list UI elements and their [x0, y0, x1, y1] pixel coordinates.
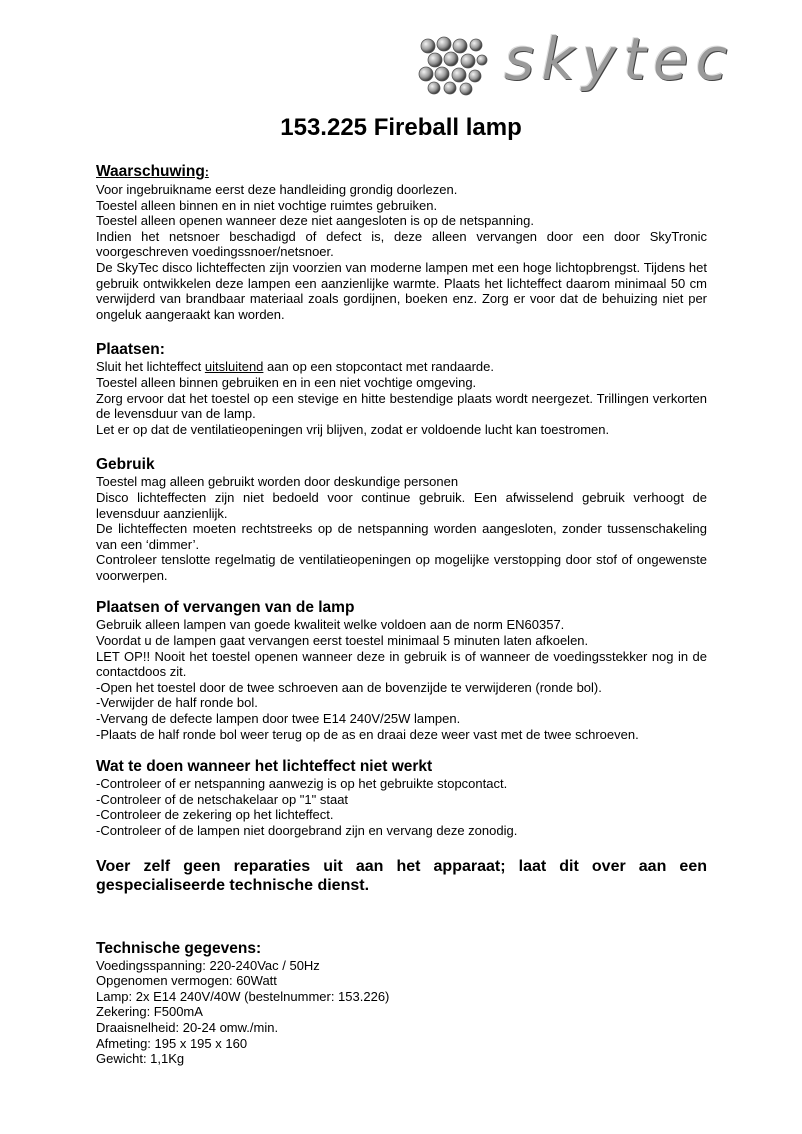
heading-colon: : — [204, 165, 209, 179]
section-heading: Wat te doen wanneer het lichteffect niet werkt — [96, 758, 433, 776]
page-title: 153.225 Fireball lamp — [280, 114, 522, 141]
logo-wordmark: skytec — [504, 25, 735, 93]
paragraph: -Controleer of er netspanning aanwezig is op het gebruikte stopcontact. — [96, 776, 508, 792]
section-heading: Technische gegevens: — [96, 939, 262, 957]
spec-line: Draaisnelheid: 20-24 omw./min. — [96, 1019, 279, 1035]
logo-dots-icon — [418, 36, 490, 96]
brand-logo — [418, 25, 762, 96]
section-niet-werkt — [96, 757, 707, 838]
repair-notice: Voer zelf geen reparaties uit aan het apparaat; laat dit over aan een gespecialiseerde technische dienst. — [96, 857, 707, 894]
paragraph: Zorg ervoor dat het toestel op een stevige en hitte bestendige plaats wordt neergezet. Trillingen verkorten de levensduur van de lamp. — [96, 390, 707, 422]
section-heading — [96, 162, 707, 182]
section-plaatsen — [96, 340, 707, 437]
spec-line: Opgenomen vermogen: 60Watt — [96, 973, 277, 989]
paragraph: Voor ingebruikname eerst deze handleiding grondig doorlezen. — [96, 182, 458, 197]
section-vervangen — [96, 598, 707, 742]
spec-line: Lamp: 2x E14 240V/40W (bestelnummer: 153.226) — [96, 988, 390, 1004]
spec-line: Voedingsspanning: 220-240Vac / 50Hz — [96, 957, 320, 973]
paragraph: Toestel alleen binnen gebruiken en in een niet vochtige omgeving. — [96, 374, 477, 390]
paragraph: Indien het netsnoer beschadigd of defect is, deze alleen vervangen door een door SkyTronic voorgeschreven voedingssnoer/netsnoer. — [96, 228, 707, 260]
paragraph: Disco lichteffecten zijn niet bedoeld voor continue gebruik. Een afwisselend gebruik verhoogt de levensduur aanzienlijk. — [96, 489, 707, 521]
paragraph: Toestel mag alleen gebruikt worden door deskundige personen — [96, 474, 459, 490]
paragraph: De SkyTec disco lichteffecten zijn voorzien van moderne lampen met een hoge lichtopbrengst. Tijdens het gebruik ontwikkelen deze lampen een aanzienlijke warmte. Plaats het lichteffect daarom minimaal 50 cm verwijderd van brandbaar materiaal zoals gordijnen, boeken enz. Zorg er voor dat de behuizing niet per ongeluk aangeraakt kan worden. — [96, 259, 707, 322]
spec-line: Zekering: F500mA — [96, 1004, 203, 1020]
paragraph: Toestel alleen binnen en in niet vochtige ruimtes gebruiken. — [96, 197, 438, 213]
paragraph: -Verwijder de half ronde bol. — [96, 695, 258, 711]
paragraph: Controleer tenslotte regelmatig de ventilatieopeningen op mogelijke verstopping door stof of ongewenste voorwerpen. — [96, 552, 707, 583]
paragraph: Gebruik alleen lampen van goede kwaliteit welke voldoen aan de norm EN60357. — [96, 617, 565, 633]
paragraph: -Plaats de half ronde bol weer terug op de as en draai deze weer vast met de twee schroeven. — [96, 726, 639, 742]
paragraph: LET OP!! Nooit het toestel openen wanneer deze in gebruik is of wanneer de voedingsstekker nog in de contactdoos zit. — [96, 648, 707, 680]
spec-line: Afmeting: 195 x 195 x 160 — [96, 1035, 248, 1051]
paragraph: -Controleer de zekering op het lichteffect. — [96, 807, 334, 823]
paragraph: Voordat u de lampen gaat vervangen eerst toestel minimaal 5 minuten laten afkoelen. — [96, 633, 589, 649]
emphasis-text: uitsluitend — [204, 359, 264, 375]
paragraph — [96, 359, 707, 375]
paragraph: -Controleer of de lampen niet doorgebrand zijn en vervang deze zonodig. — [96, 823, 518, 838]
section-heading: Gebruik — [96, 456, 155, 474]
section-gebruik — [96, 455, 707, 583]
paragraph: Toestel alleen openen wanneer deze niet aangesloten is op de netspanning. — [96, 213, 535, 229]
paragraph: Let er op dat de ventilatieopeningen vrij blijven, zodat er voldoende lucht kan toestromen. — [96, 421, 610, 437]
paragraph: -Controleer of de netschakelaar op "1" staat — [96, 791, 349, 807]
document-body — [96, 162, 707, 1067]
section-heading: Plaatsen: — [96, 341, 165, 359]
text-fragment: Sluit het lichteffect — [96, 359, 205, 375]
text-fragment: aan op een stopcontact met randaarde. — [263, 359, 494, 375]
heading-text: Waarschuwing — [96, 163, 205, 180]
paragraph: De lichteffecten moeten rechtstreeks op de netspanning worden aangesloten, zonder tussenschakeling van een ‘dimmer’. — [96, 521, 707, 552]
spec-line: Gewicht: 1,1Kg — [96, 1051, 185, 1067]
section-heading: Plaatsen of vervangen van de lamp — [96, 599, 355, 617]
paragraph: -Open het toestel door de twee schroeven aan de bovenzijde te verwijderen (ronde bol). — [96, 679, 602, 695]
paragraph: -Vervang de defecte lampen door twee E14 240V/25W lampen. — [96, 711, 461, 727]
section-waarschuwing — [96, 162, 707, 322]
section-technisch — [96, 939, 707, 1067]
